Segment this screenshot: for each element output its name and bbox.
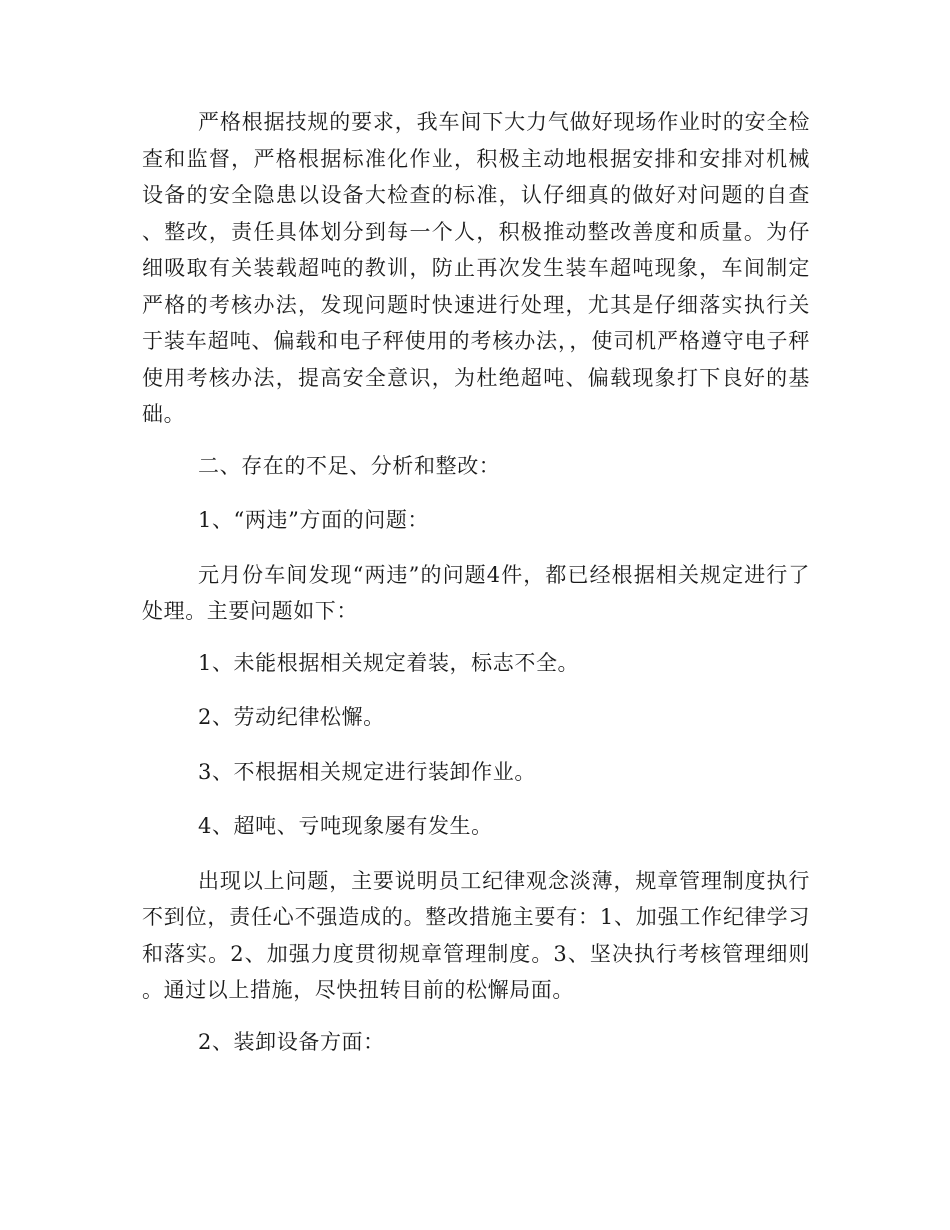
- document-body: [142, 104, 810, 1078]
- list-item-overload: 4、超吨、亏吨现象屡有发生。: [198, 814, 493, 838]
- list-item-dress-code: 1、未能根据相关规定着装，标志不全。: [198, 650, 580, 675]
- subheading-equipment: 2、装卸设备方面：: [198, 1029, 385, 1054]
- subheading-two-violations: 1、“两违”方面的问题：: [198, 508, 430, 532]
- paragraph-safety-inspection: 严格根据技规的要求，我车间下大力气做好现场作业时的安全检查和监督，严格根据标准化作业，积极主动地根据安排和安排对机械设备的安全隐患以设备大检查的标准，认仔细真的做好对问题的自查、整改，责任具体划分到每一个人，积极推动整改善度和质量。为仔细吸取有关装载超吨的教训，防止再次发生装车超吨现象，车间制定严格的考核办法，发现问题时快速进行处理，尤其是仔细落实执行关于装车超吨、偏载和电子秤使用的考核办法，，使司机严格遵守电子秤使用考核办法，提高安全意识，为杜绝超吨、偏载现象打下良好的基础。: [142, 110, 810, 426]
- list-item-labor-discipline: 2、劳动纪律松懈。: [198, 705, 385, 729]
- section-heading-shortcomings: 二、存在的不足、分析和整改：: [198, 453, 501, 478]
- paragraph-violations-summary: 元月份车间发现“两违”的问题4件，都已经根据相关规定进行了处理。主要问题如下：: [142, 562, 810, 623]
- list-item-loading-procedure: 3、不根据相关规定进行装卸作业。: [198, 759, 536, 784]
- paragraph-rectification-measures: 出现以上问题，主要说明员工纪律观念淡薄，规章管理制度执行不到位，责任心不强造成的。整改措施主要有：1、加强工作纪律学习和落实。2、加强力度贯彻规章管理制度。3、坚决执行考核管理细则。通过以上措施，尽快扭转目前的松懈局面。: [142, 868, 810, 1002]
